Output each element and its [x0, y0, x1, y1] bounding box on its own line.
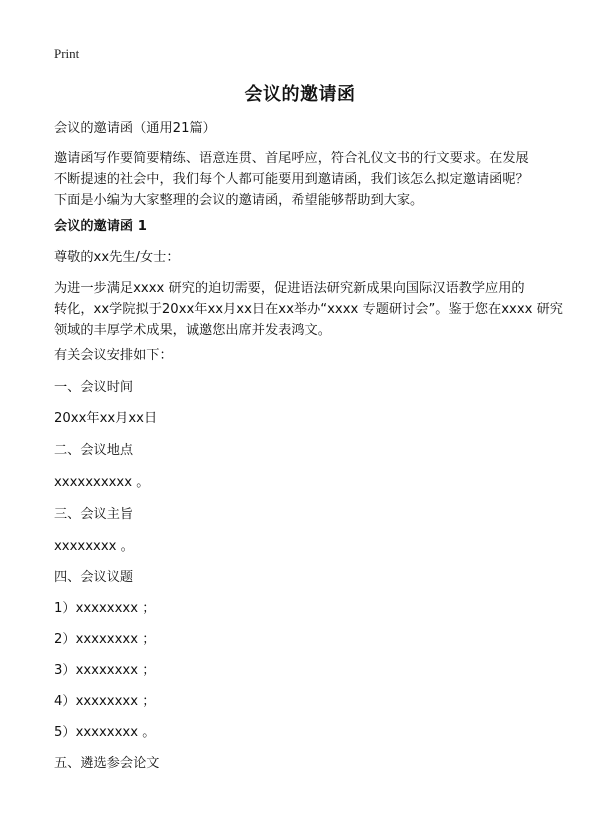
- list-item: 一、会议时间: [54, 380, 134, 395]
- intro-line: 下面是小编为大家整理的会议的邀请函，希望能够帮助到大家。: [54, 193, 424, 208]
- page-title: 会议的邀请函: [244, 84, 356, 105]
- list-item: 5）xxxxxxxx 。: [54, 725, 156, 740]
- list-item: 二、会议地点: [54, 443, 134, 458]
- intro-paragraph: [54, 148, 564, 211]
- list-item: xxxxxxxxxx 。: [54, 475, 150, 490]
- list-item: 1）xxxxxxxx ；: [54, 601, 156, 616]
- arrangement-intro: 有关会议安排如下：: [54, 348, 173, 363]
- list-item: 五、遴选参会论文: [54, 756, 160, 771]
- body-line: 为进一步满足xxxx 研究的迫切需要，促进语法研究新成果向国际汉语教学应用的: [54, 281, 525, 296]
- salutation: 尊敬的xx先生/女士：: [54, 250, 180, 265]
- body-paragraph: [54, 278, 564, 341]
- body-line: 转化，xx学院拟于20xx年xx月xx日在xx举办“xxxx 专题研讨会”。鉴于您在xxxx 研究: [54, 302, 563, 317]
- list-item: 2）xxxxxxxx ；: [54, 632, 156, 647]
- list-item: 三、会议主旨: [54, 507, 134, 522]
- intro-line: 邀请函写作要简要精练、语意连贯、首尾呼应，符合礼仪文书的行文要求。在发展: [54, 151, 529, 166]
- section-heading-1: 会议的邀请函 1: [54, 219, 147, 234]
- body-line: 领域的丰厚学术成果，诚邀您出席并发表鸿文。: [54, 323, 331, 338]
- list-item: 4）xxxxxxxx ；: [54, 694, 156, 709]
- list-item: 20xx年xx月xx日: [54, 411, 158, 426]
- list-item: 四、会议议题: [54, 570, 134, 585]
- print-link[interactable]: Print: [54, 46, 80, 61]
- list-item: 3）xxxxxxxx ；: [54, 663, 156, 678]
- intro-line: 不断提速的社会中，我们每个人都可能要用到邀请函，我们该怎么拟定邀请函呢？: [54, 172, 529, 187]
- list-item: xxxxxxxx 。: [54, 539, 134, 554]
- document-subtitle: 会议的邀请函（通用21篇）: [54, 121, 216, 136]
